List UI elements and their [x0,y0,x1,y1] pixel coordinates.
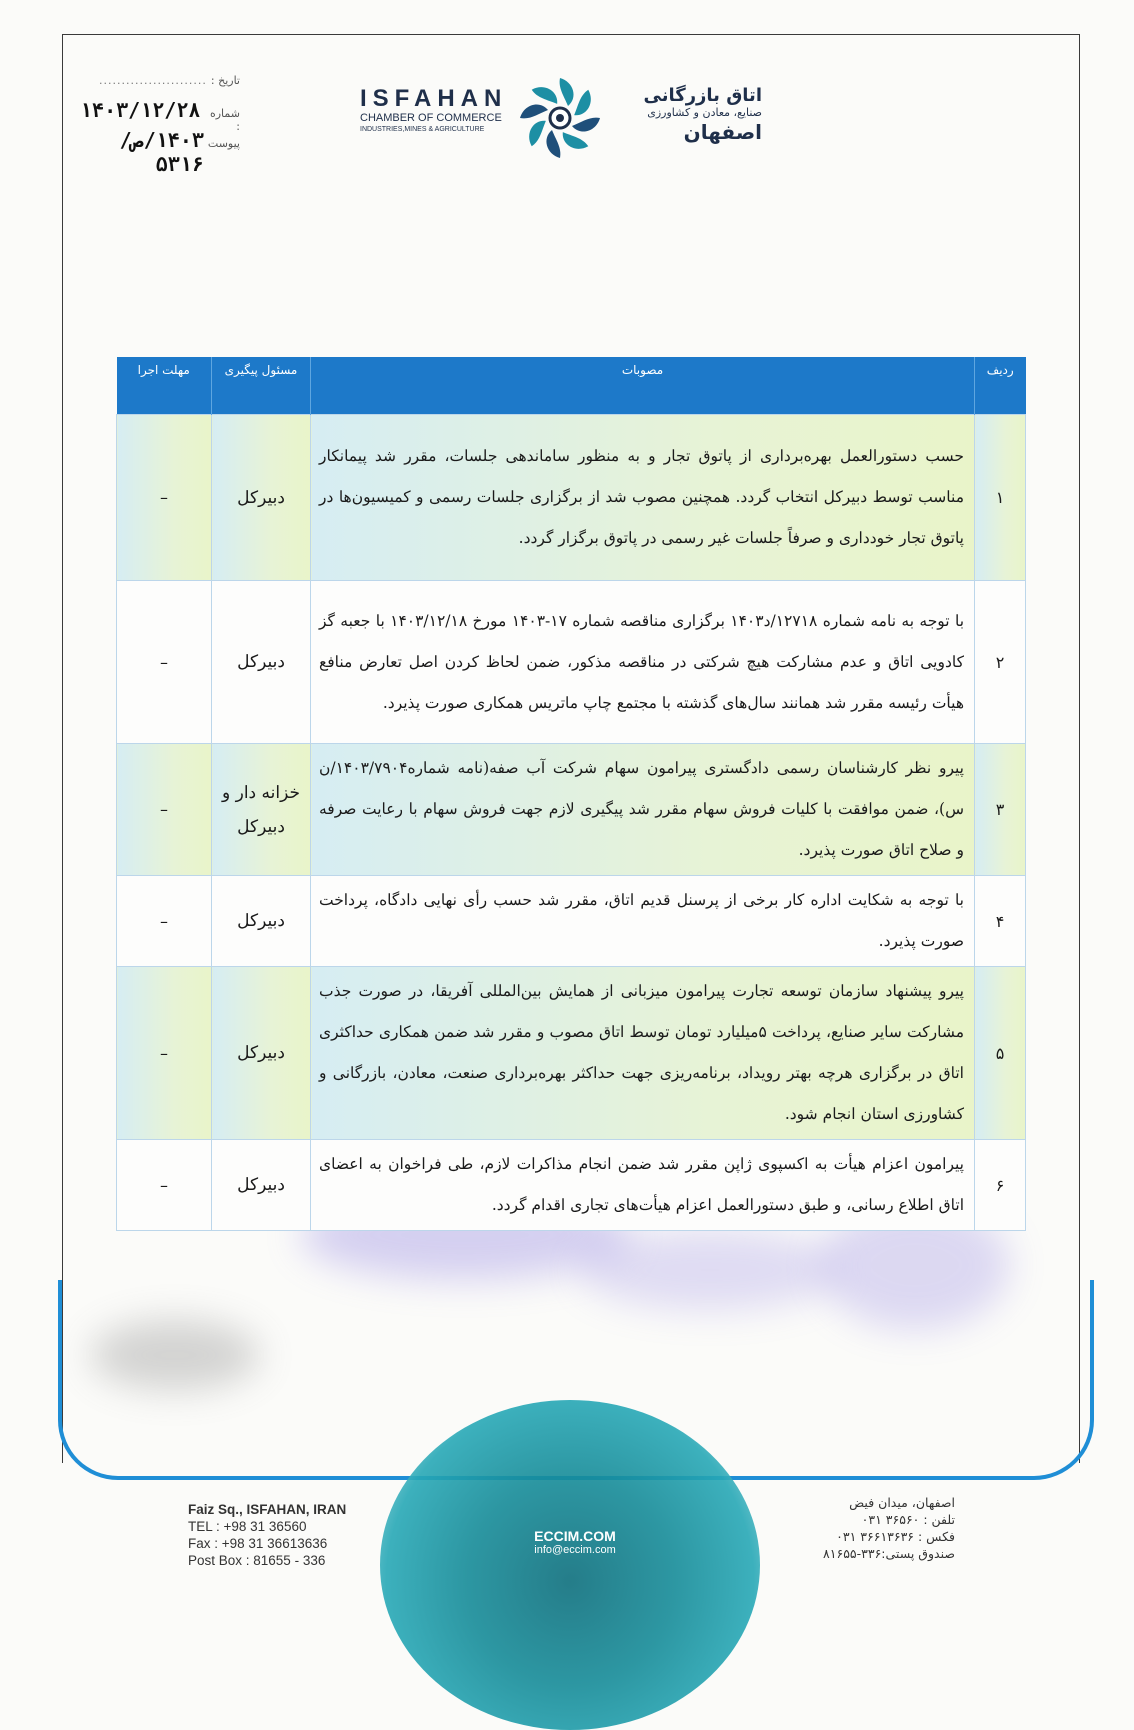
responsible-cell: دبیرکل [212,415,311,581]
header-row-no: ردیف [975,357,1026,415]
table-row [117,581,1026,744]
attachment-label: پیوست [207,137,240,150]
footer-web [505,1528,645,1556]
table-row [117,1140,1026,1231]
resolution-text: با توجه به نامه شماره ۱۲۷۱۸/د۱۴۰۳ برگزاری مناقصه شماره ۱۷-۱۴۰۳ مورخ ۱۴۰۳/۱۲/۱۸ با جعبه گز کادویی اتاق و عدم مشارکت هیچ شرکتی در مناقصه مذکور، ضمن لحاظ کردن اصل تعارض منافع هیأت رئیسه مقرر شد همانند سال‌های گذشته با مجتمع چاپ ماتریس همکاری صورت پذیرد. [311,581,975,744]
footer-website-link[interactable]: ECCIM.COM [534,1528,616,1544]
number-label: شماره : [209,107,240,133]
table-header-row [117,357,1026,415]
deadline-cell: – [117,967,212,1140]
header-responsible: مسئول پیگیری [212,357,311,415]
footer-english-address [188,1501,368,1569]
resolution-text: پیرامون اعزام هیأت به اکسپوی ژاپن مقرر شد ضمن انجام مذاکرات لازم، طی فراخوان به اعضای اتاق اطلاع رسانی، و طبق دستورالعمل اعزام هیأت‌های تجاری اقدام گردد. [311,1140,975,1231]
table-row [117,744,1026,876]
footer-en-address: Faiz Sq., ISFAHAN, IRAN [188,1502,347,1517]
date-placeholder: ........................ [98,74,207,87]
responsible-cell: دبیرکل [212,967,311,1140]
resolution-text: با توجه به شکایت اداره کار برخی از پرسنل قدیم اتاق، مقرر شد حسب رأی نهایی دادگاه، پرداخت صورت پذیرد. [311,876,975,967]
row-number: ۴ [975,876,1026,967]
number-value: ۱۴۰۳/۱۲/۲۸ [80,98,201,122]
footer-persian-address [785,1494,955,1562]
attachment-value: ۱۴۰۳/ص/۵۳۱۶ [119,128,204,176]
resolution-text: پیرو پیشنهاد سازمان توسعه تجارت پیرامون میزبانی از همایش بین‌المللی آفریقا، در صورت جذب مشارکت سایر صنایع، پرداخت ۵میلیارد تومان توسط اتاق مصوب و مقرر شد ضمن همکاری حداکثری اتاق در برگزاری هرچه بهتر رویداد، برنامه‌ریزی جهت حداکثر بهره‌برداری صنعت، معادن، بازرگانی و کشاورزی استان انجام شود. [311,967,975,1140]
resolutions-table [116,357,1026,1231]
row-number: ۵ [975,967,1026,1140]
footer-fa-tel: تلفن : ۳۶۵۶۰ ۰۳۱ [861,1512,955,1527]
responsible-cell: دبیرکل [212,581,311,744]
deadline-cell: – [117,1140,212,1231]
logo-english [360,86,510,135]
row-number: ۶ [975,1140,1026,1231]
blurred-stamp [90,1320,260,1390]
footer-fa-fax: فکس : ۳۶۶۱۳۶۳۶ ۰۳۱ [836,1529,955,1544]
logo-fa-line3: اصفهان [683,120,762,144]
row-number: ۱ [975,415,1026,581]
footer-fa-postbox: صندوق پستی:۳۳۶-۸۱۶۵۵ [823,1546,955,1561]
date-label: تاریخ : [210,74,240,87]
chamber-logo-icon [516,74,604,162]
logo-fa-line1: اتاق بازرگانی [643,85,762,106]
deadline-cell: – [117,581,212,744]
responsible-cell: خزانه دار و دبیرکل [212,744,311,876]
resolution-text: پیرو نظر کارشناسان رسمی دادگستری پیرامون سهام شرکت آب صفه(نامه شماره۱۴۰۳/۷۹۰۴/ن س)، ضمن موافقت با کلیات فروش سهام مقرر شد پیگیری لازم جهت فروش سهام با رعایت صرفه و صلاح اتاق صورت پذیرد. [311,744,975,876]
logo-en-title: ISFAHAN [360,85,508,112]
logo-fa-line2: صنایع، معادن و کشاورزی [647,106,762,119]
footer-en-postbox: Post Box : 81655 - 336 [188,1553,326,1568]
responsible-cell: دبیرکل [212,1140,311,1231]
footer-en-tel: TEL : +98 31 36560 [188,1519,307,1534]
deadline-cell: – [117,415,212,581]
footer-email-link[interactable]: info@eccim.com [534,1544,616,1556]
footer-fa-address: اصفهان، میدان فیض [849,1495,955,1510]
footer-en-fax: Fax : +98 31 36613636 [188,1536,328,1551]
table-row [117,876,1026,967]
blurred-signature [580,1230,840,1310]
date-row [80,74,240,98]
footer-logo-arc [380,1400,760,1730]
row-number: ۲ [975,581,1026,744]
header-deadline: مهلت اجرا [117,357,212,415]
row-number: ۳ [975,744,1026,876]
logo-en-small: INDUSTRIES,MINES & AGRICULTURE [360,126,485,133]
responsible-cell: دبیرکل [212,876,311,967]
resolution-text: حسب دستورالعمل بهره‌برداری از پاتوق تجار و به منظور ساماندهی جلسات، مقرر شد پیمانکار مناسب توسط دبیرکل انتخاب گردد. همچنین مصوب شد از برگزاری جلسات رسمی و کمیسیون‌ها در پاتوق تجار خودداری و صرفاً جلسات غیر رسمی در پاتوق برگزار گردد. [311,415,975,581]
header-resolutions: مصوبات [311,357,975,415]
number-row [80,98,240,133]
table-row [117,415,1026,581]
table-row [117,967,1026,1140]
logo-en-subtitle: CHAMBER OF COMMERCE [360,112,502,124]
deadline-cell: – [117,876,212,967]
deadline-cell: – [117,744,212,876]
letter-meta [80,74,240,176]
logo-persian [612,86,762,144]
